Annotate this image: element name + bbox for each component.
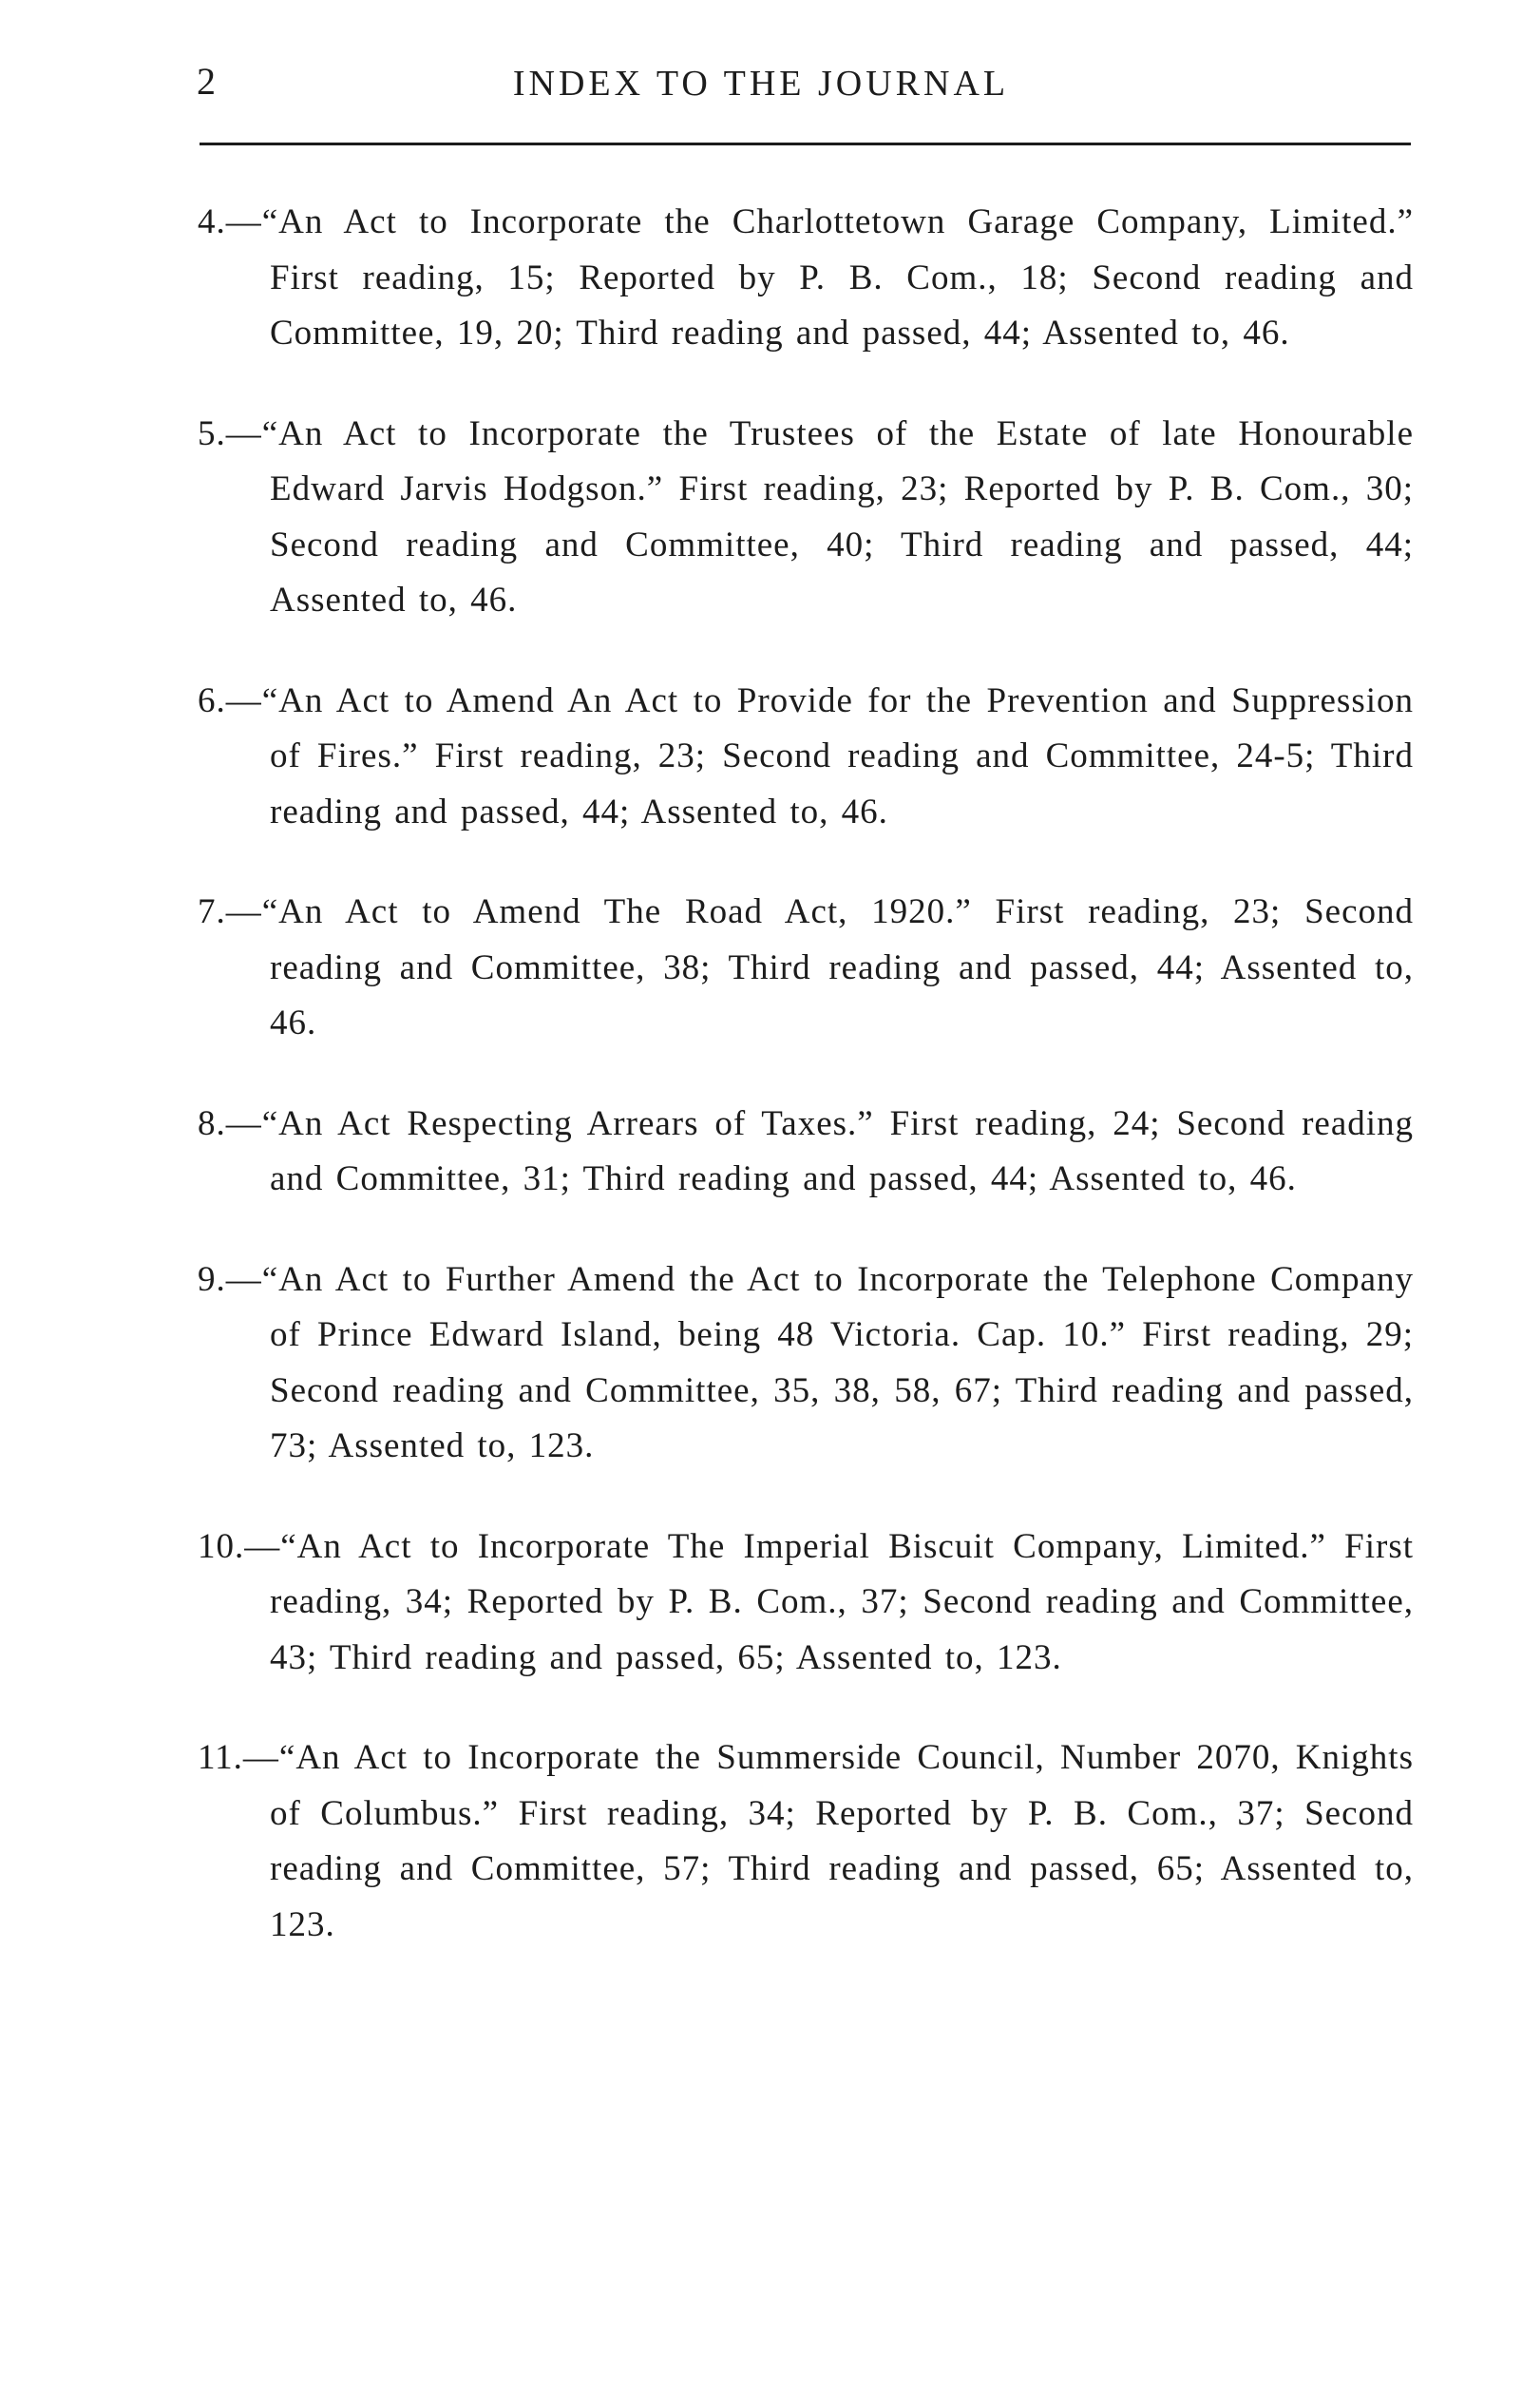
index-entries xyxy=(198,195,1414,1997)
entry-number: 10.— xyxy=(198,1526,281,1566)
page-number: 2 xyxy=(197,60,217,103)
entry-details: First reading, 34; Reported by P. B. Com., 37; Second reading and Committee, 57; Third reading and passed, 65; Assented to, 123. xyxy=(270,1793,1414,1944)
entry-number: 5.— xyxy=(198,413,262,453)
entry-title: “An Act to Incorporate the Trustees of the Estate of late Honourable Edward Jarvis Hodgson.” xyxy=(261,413,1414,508)
header-rule xyxy=(200,143,1411,145)
entry-title: “An Act to Incorporate The Imperial Biscuit Company, Limited.” xyxy=(280,1526,1326,1566)
entry-number: 4.— xyxy=(198,202,262,241)
index-entry xyxy=(198,1252,1414,1475)
entry-number: 6.— xyxy=(198,680,262,720)
index-entry xyxy=(198,195,1414,362)
index-entry xyxy=(198,1519,1414,1687)
entry-title: “An Act to Incorporate the Summerside Council, Number 2070, Knights of Columbus.” xyxy=(270,1738,1414,1833)
entry-title: “An Act Respecting Arrears of Taxes.” xyxy=(261,1103,874,1143)
entry-title: “An Act to Amend An Act to Provide for the Prevention and Suppression of Fires.” xyxy=(261,680,1414,775)
index-entry xyxy=(198,674,1414,841)
entry-title: “An Act to Further Amend the Act to Incorporate the Telephone Company of Prince Edward Island, being 48 Victoria. Cap. 10.” xyxy=(261,1259,1414,1354)
index-entry xyxy=(198,885,1414,1052)
entry-details: First reading, 24; Second reading and Committee, 31; Third reading and passed, 44; Assented to, 46. xyxy=(270,1103,1415,1198)
entry-details: First reading, 15; Reported by P. B. Com., 18; Second reading and Committee, 19, 20; Third reading and passed, 44; Assented to, 46. xyxy=(270,258,1414,353)
index-entry xyxy=(198,1097,1414,1208)
entry-details: First reading, 29; Second reading and Committee, 35, 38, 58, 67; Third reading and passed, 73; Assented to, 123. xyxy=(270,1315,1414,1465)
entry-details: First reading, 23; Second reading and Committee, 38; Third reading and passed, 44; Assented to, 46. xyxy=(270,892,1414,1042)
entry-number: 9.— xyxy=(198,1259,262,1299)
entry-number: 7.— xyxy=(198,892,262,931)
entry-title: “An Act to Incorporate the Charlottetown Garage Company, Limited.” xyxy=(261,202,1414,241)
index-entry xyxy=(198,1730,1414,1953)
index-entry xyxy=(198,407,1414,629)
entry-title: “An Act to Amend The Road Act, 1920.” xyxy=(261,892,972,931)
running-head: INDEX TO THE JOURNAL xyxy=(512,64,1010,104)
entry-number: 11.— xyxy=(198,1738,279,1777)
entry-details: First reading, 34; Reported by P. B. Com., 37; Second reading and Committee, 43; Third reading and passed, 65; Assented to, 123. xyxy=(270,1526,1414,1677)
entry-details: First reading, 23; Reported by P. B. Com., 30; Second reading and Committee, 40; Third reading and passed, 44; Assented to, 46. xyxy=(270,469,1414,620)
entry-number: 8.— xyxy=(198,1103,262,1143)
entry-details: First reading, 23; Second reading and Committee, 24-5; Third reading and passed, 44; Assented to, 46. xyxy=(270,736,1415,831)
